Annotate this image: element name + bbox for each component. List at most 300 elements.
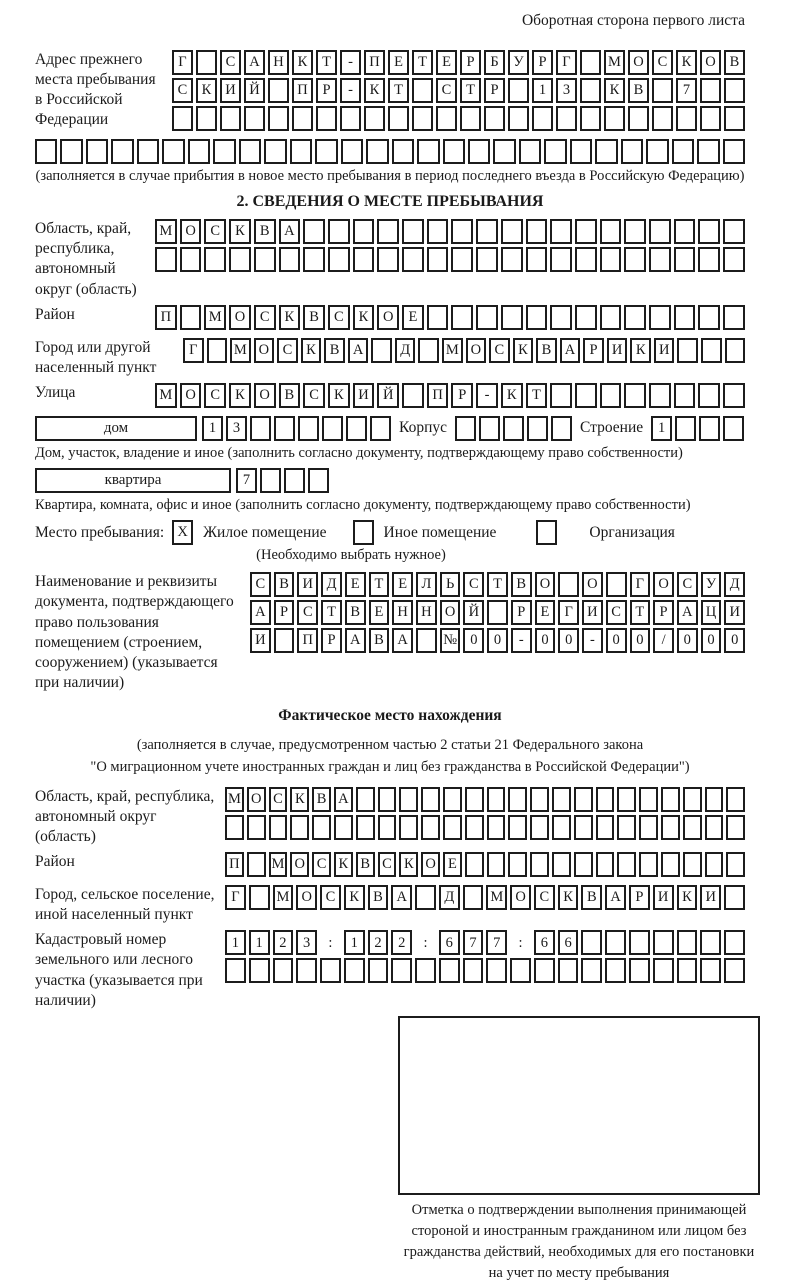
char-cell-empty <box>550 383 572 408</box>
char-cell-filled: К <box>513 338 534 363</box>
char-cell-empty <box>526 219 548 244</box>
char-cell-filled: П <box>155 305 177 330</box>
char-cell-filled: С <box>172 78 193 103</box>
char-cell-filled: 1 <box>249 930 270 955</box>
actual-location-title: Фактическое место нахождения <box>278 707 502 725</box>
char-row <box>155 383 745 408</box>
house-line <box>35 416 745 441</box>
char-cell-empty <box>399 787 418 812</box>
char-cell-empty <box>260 468 281 493</box>
char-cell-empty <box>653 930 674 955</box>
char-cell-empty <box>649 305 671 330</box>
char-cell-empty <box>353 219 375 244</box>
char-cell-filled: И <box>297 572 318 597</box>
char-cell-empty <box>378 787 397 812</box>
char-cell-filled: К <box>290 787 309 812</box>
char-cell-filled: Е <box>345 572 366 597</box>
char-cell-filled: С <box>378 852 397 877</box>
char-row <box>155 305 745 330</box>
char-cell-empty <box>264 139 286 164</box>
char-cell-filled: О <box>653 572 674 597</box>
char-row <box>250 572 745 597</box>
char-cell-filled: И <box>353 383 375 408</box>
char-cell-filled: В <box>368 885 389 910</box>
char-cell-empty <box>250 416 271 441</box>
previous-address-field <box>35 50 745 134</box>
char-cell-filled: А <box>348 338 369 363</box>
char-cell-empty <box>247 852 266 877</box>
char-cell-filled: А <box>391 885 412 910</box>
char-cell-empty <box>204 247 226 272</box>
char-cell-filled: Р <box>511 600 532 625</box>
char-cell-filled: 0 <box>606 628 627 653</box>
char-cell-filled: В <box>312 787 331 812</box>
char-cell-empty <box>391 958 412 983</box>
char-cell-filled: В <box>274 572 295 597</box>
char-cell-empty <box>303 247 325 272</box>
char-cell-empty <box>574 852 593 877</box>
char-cell-empty <box>476 247 498 272</box>
char-cell-empty <box>402 219 424 244</box>
right-document-field <box>35 572 745 693</box>
char-cell-empty <box>60 139 82 164</box>
char-cell-empty <box>308 468 329 493</box>
char-cell-filled: Р <box>316 78 337 103</box>
char-cell-empty <box>436 106 457 131</box>
char-cell-filled: У <box>701 572 722 597</box>
char-cell-empty <box>544 139 566 164</box>
char-cell-filled: И <box>724 600 745 625</box>
char-cell-empty <box>700 930 721 955</box>
char-cell-filled: - <box>340 78 361 103</box>
char-cell-empty <box>649 383 671 408</box>
char-cell-filled: С <box>312 852 331 877</box>
char-cell-empty <box>724 930 745 955</box>
korpus-label: Корпус <box>399 419 447 437</box>
char-cell-empty <box>580 106 601 131</box>
char-cell-empty <box>487 852 506 877</box>
char-cell-empty <box>493 139 515 164</box>
char-cell-empty <box>268 78 289 103</box>
house-note: Дом, участок, владение и иное (заполнить согласно документу, подтверждающему право собственности) <box>35 444 683 461</box>
char-cell-filled: - <box>511 628 532 653</box>
sheet-side-note: Оборотная сторона первого листа <box>521 12 745 29</box>
char-cell-empty <box>328 219 350 244</box>
right-document-label: Наименование и реквизиты документа, подтверждающего право пользования помещением (строением, сооружением) (указывается при наличии) <box>35 573 234 691</box>
char-cell-empty <box>370 416 391 441</box>
char-cell-empty <box>111 139 133 164</box>
char-cell-empty <box>674 247 696 272</box>
char-cell-filled: 3 <box>296 930 317 955</box>
char-cell-filled: Г <box>558 600 579 625</box>
char-cell-empty <box>551 416 572 441</box>
char-cell-filled: К <box>558 885 579 910</box>
char-cell-empty <box>624 219 646 244</box>
char-cell-filled: Р <box>460 50 481 75</box>
previous-address-rows <box>172 50 745 134</box>
char-cell-filled: К <box>229 219 251 244</box>
char-cell-filled: - <box>582 628 603 653</box>
char-cell-filled: К <box>399 852 418 877</box>
city-field <box>35 338 745 378</box>
char-cell-filled: Р <box>274 600 295 625</box>
char-cell-empty <box>652 78 673 103</box>
char-cell-empty <box>675 416 696 441</box>
char-cell-empty <box>155 247 177 272</box>
char-cell-filled: В <box>324 338 345 363</box>
stroenie-label: Строение <box>580 419 644 437</box>
char-cell-filled: 0 <box>535 628 556 653</box>
char-cell-filled: В <box>356 852 375 877</box>
char-cell-filled: И <box>250 628 271 653</box>
char-cell-empty <box>550 247 572 272</box>
char-cell-filled: О <box>296 885 317 910</box>
char-row <box>225 958 745 983</box>
char-cell-empty <box>705 852 724 877</box>
actual-district-label: Район <box>35 852 75 870</box>
char-cell-filled: А <box>345 628 366 653</box>
char-cell-empty <box>624 383 646 408</box>
char-cell-empty <box>284 468 305 493</box>
char-cell-empty <box>427 305 449 330</box>
char-cell-filled: С <box>269 787 288 812</box>
char-cell-filled: Т <box>388 78 409 103</box>
char-cell-empty <box>700 958 721 983</box>
char-cell-filled: М <box>204 305 226 330</box>
region-label: Область, край, республика, автономный округ (область) <box>35 220 137 298</box>
char-cell-filled: 1 <box>344 930 365 955</box>
char-cell-empty <box>341 139 363 164</box>
char-cell-filled: С <box>254 305 276 330</box>
char-cell-empty <box>724 106 745 131</box>
char-cell-filled: 7 <box>486 930 507 955</box>
apartment-line <box>35 468 745 493</box>
char-cell-filled: С <box>328 305 350 330</box>
char-cell-filled: С <box>250 572 271 597</box>
char-cell-filled: Т <box>316 50 337 75</box>
char-cell-filled: 7 <box>676 78 697 103</box>
char-cell-empty <box>303 219 325 244</box>
char-cell-empty <box>649 219 671 244</box>
char-cell-filled: Г <box>225 885 246 910</box>
char-cell-filled: М <box>442 338 463 363</box>
char-cell-filled: К <box>630 338 651 363</box>
char-cell-empty <box>705 787 724 812</box>
stay-type-note: (Необходимо выбрать нужное) <box>256 547 446 564</box>
char-cell-empty <box>268 106 289 131</box>
char-cell-filled: И <box>700 885 721 910</box>
char-cell-empty <box>639 787 658 812</box>
char-cell-empty <box>86 139 108 164</box>
char-cell-filled: 0 <box>724 628 745 653</box>
section2-title: 2. СВЕДЕНИЯ О МЕСТЕ ПРЕБЫВАНИЯ <box>236 193 544 211</box>
char-cell-filled: В <box>254 219 276 244</box>
char-cell-empty <box>296 958 317 983</box>
char-cell-filled: К <box>292 50 313 75</box>
char-cell-filled: А <box>677 600 698 625</box>
char-cell-empty <box>683 852 702 877</box>
char-row <box>172 50 745 75</box>
char-cell-empty <box>196 106 217 131</box>
char-cell-empty <box>451 305 473 330</box>
char-cell-filled: Ь <box>440 572 461 597</box>
char-row <box>225 852 745 877</box>
char-cell-empty <box>292 106 313 131</box>
char-row <box>172 78 745 103</box>
char-cell-empty <box>700 106 721 131</box>
char-cell-filled: Н <box>392 600 413 625</box>
char-row <box>225 930 745 955</box>
char-cell-empty <box>530 787 549 812</box>
char-cell-filled: И <box>220 78 241 103</box>
char-cell-filled: Л <box>416 572 437 597</box>
char-cell-filled: К <box>229 383 251 408</box>
char-cell-empty <box>705 815 724 840</box>
char-cell-empty <box>550 305 572 330</box>
char-cell-empty <box>600 305 622 330</box>
char-cell-empty <box>356 815 375 840</box>
char-cell-empty <box>162 139 184 164</box>
char-cell-empty <box>617 787 636 812</box>
actual-region-field <box>35 787 745 847</box>
street-label: Улица <box>35 383 76 401</box>
char-cell-empty <box>698 247 720 272</box>
char-cell-filled: П <box>364 50 385 75</box>
char-cell-filled: К <box>328 383 350 408</box>
char-cell-empty <box>312 815 331 840</box>
char-cell-filled: Д <box>724 572 745 597</box>
char-cell-filled: 0 <box>558 628 579 653</box>
char-cell-filled: М <box>230 338 251 363</box>
char-cell-empty <box>628 106 649 131</box>
char-cell-empty <box>508 852 527 877</box>
char-cell-filled: Т <box>526 383 548 408</box>
char-cell-filled: 1 <box>225 930 246 955</box>
char-cell-filled: Г <box>630 572 651 597</box>
char-cell-empty <box>402 247 424 272</box>
char-cell-filled: П <box>427 383 449 408</box>
char-cell-empty <box>443 139 465 164</box>
char-cell-empty <box>580 78 601 103</box>
char-cell-filled: О <box>700 50 721 75</box>
char-cell-filled: К <box>353 305 375 330</box>
district-field <box>35 305 745 333</box>
char-cell-empty <box>674 383 696 408</box>
char-cell-empty <box>552 852 571 877</box>
char-cell-filled: В <box>581 885 602 910</box>
char-cell-empty <box>322 416 343 441</box>
char-cell-filled: В <box>628 78 649 103</box>
char-cell-filled: С <box>303 383 325 408</box>
char-cell-filled: К <box>279 305 301 330</box>
street-field <box>35 383 745 411</box>
char-cell-empty <box>416 628 437 653</box>
char-cell-filled: Е <box>436 50 457 75</box>
char-cell-filled: О <box>180 219 202 244</box>
char-cell-filled: 6 <box>558 930 579 955</box>
char-cell-empty <box>421 787 440 812</box>
char-cell-filled: М <box>269 852 288 877</box>
apartment-type-box: квартира <box>35 468 231 493</box>
char-cell-empty <box>377 247 399 272</box>
char-cell-filled: 3 <box>556 78 577 103</box>
char-cell-filled: С <box>204 383 226 408</box>
char-cell-filled: О <box>180 383 202 408</box>
char-cell-filled: С <box>277 338 298 363</box>
char-cell-empty <box>700 78 721 103</box>
char-cell-empty <box>596 815 615 840</box>
char-cell-filled: Й <box>377 383 399 408</box>
char-cell-empty <box>378 815 397 840</box>
char-cell-filled: С <box>677 572 698 597</box>
char-cell-filled: В <box>536 338 557 363</box>
char-cell-filled: 0 <box>487 628 508 653</box>
char-cell-filled: С <box>606 600 627 625</box>
char-cell-empty <box>35 139 57 164</box>
char-cell-empty <box>340 106 361 131</box>
char-cell-filled: Й <box>244 78 265 103</box>
char-cell-filled: А <box>250 600 271 625</box>
char-cell-empty <box>530 852 549 877</box>
char-cell-empty <box>556 106 577 131</box>
char-cell-empty <box>674 219 696 244</box>
char-cell-empty <box>508 78 529 103</box>
char-cell-filled: С <box>489 338 510 363</box>
char-cell-empty <box>725 338 746 363</box>
stay-type-option-other-premises: Иное помещение <box>383 523 497 541</box>
char-cell-empty <box>606 572 627 597</box>
char-cell-empty <box>180 305 202 330</box>
char-cell-empty <box>476 305 498 330</box>
char-cell-filled: С <box>534 885 555 910</box>
char-cell-filled: Д <box>321 572 342 597</box>
char-cell-empty <box>595 139 617 164</box>
char-cell-empty <box>677 930 698 955</box>
char-cell-empty <box>698 383 720 408</box>
char-cell-filled: О <box>254 338 275 363</box>
char-cell-empty <box>605 930 626 955</box>
char-cell-empty <box>501 219 523 244</box>
char-cell-filled: С <box>652 50 673 75</box>
stay-type-line <box>35 520 745 545</box>
char-cell-empty <box>346 416 367 441</box>
char-cell-empty <box>677 958 698 983</box>
char-cell-empty <box>468 139 490 164</box>
char-cell-filled: 0 <box>463 628 484 653</box>
char-cell-empty <box>368 958 389 983</box>
char-cell-empty <box>726 787 745 812</box>
char-cell-filled: О <box>229 305 251 330</box>
char-cell-filled: 0 <box>630 628 651 653</box>
char-cell-empty <box>274 628 295 653</box>
char-cell-empty <box>465 815 484 840</box>
char-cell-empty <box>604 106 625 131</box>
char-cell-empty <box>180 247 202 272</box>
char-cell-empty <box>621 139 643 164</box>
char-row <box>250 600 745 625</box>
char-cell-filled: К <box>676 50 697 75</box>
char-cell-filled: П <box>225 852 244 877</box>
char-cell-empty <box>225 958 246 983</box>
char-cell-empty <box>377 219 399 244</box>
char-cell-filled: И <box>607 338 628 363</box>
char-cell-empty <box>550 219 572 244</box>
char-cell-empty <box>463 958 484 983</box>
char-cell-empty <box>188 139 210 164</box>
char-cell-empty <box>247 815 266 840</box>
char-cell-filled: 6 <box>534 930 555 955</box>
char-cell-filled: 6 <box>439 930 460 955</box>
char-cell-filled: В <box>511 572 532 597</box>
char-cell-empty <box>501 247 523 272</box>
char-cell-empty <box>290 139 312 164</box>
char-cell-empty <box>661 787 680 812</box>
char-cell-empty <box>723 139 745 164</box>
char-cell-filled: С <box>297 600 318 625</box>
char-cell-empty <box>476 219 498 244</box>
char-cell-empty <box>629 958 650 983</box>
char-cell-empty <box>371 338 392 363</box>
char-cell-empty <box>460 106 481 131</box>
char-cell-empty <box>225 815 244 840</box>
char-cell-filled: С <box>220 50 241 75</box>
char-cell-empty <box>629 930 650 955</box>
previous-address-note: (заполняется в случае прибытия в новое место пребывания в период последнего въезда в Российскую Федерацию) <box>35 168 745 184</box>
char-cell-empty <box>487 815 506 840</box>
char-cell-filled: П <box>297 628 318 653</box>
char-cell-empty <box>676 106 697 131</box>
char-cell-empty <box>508 106 529 131</box>
char-cell-empty <box>581 930 602 955</box>
char-cell-empty <box>249 885 270 910</box>
char-cell-empty <box>455 416 476 441</box>
char-cell-empty <box>600 219 622 244</box>
char-cell-filled: Р <box>532 50 553 75</box>
char-cell-empty <box>617 852 636 877</box>
char-cell-filled: Е <box>443 852 462 877</box>
char-cell-empty <box>558 958 579 983</box>
char-cell-filled: № <box>440 628 461 653</box>
char-cell-empty <box>672 139 694 164</box>
char-cell-empty <box>639 815 658 840</box>
char-row <box>651 416 744 441</box>
region-field <box>35 219 745 300</box>
char-cell-filled: Б <box>484 50 505 75</box>
apartment-note: Квартира, комната, офис и иное (заполнить согласно документу, подтверждающему право собственности) <box>35 497 691 514</box>
char-cell-empty <box>501 305 523 330</box>
char-cell-empty <box>683 815 702 840</box>
char-cell-empty <box>254 247 276 272</box>
char-cell-empty <box>508 787 527 812</box>
char-cell-empty <box>503 416 524 441</box>
char-cell-empty <box>463 885 484 910</box>
char-cell-empty <box>575 247 597 272</box>
char-cell-filled: А <box>279 219 301 244</box>
char-cell-empty <box>213 139 235 164</box>
char-cell-filled: Р <box>629 885 650 910</box>
char-cell-empty <box>451 219 473 244</box>
char-cell-empty <box>279 247 301 272</box>
char-cell-empty <box>249 958 270 983</box>
char-cell-filled: О <box>254 383 276 408</box>
char-cell-empty <box>575 219 597 244</box>
char-cell-empty <box>244 106 265 131</box>
char-cell-empty <box>427 247 449 272</box>
char-cell-filled: М <box>155 219 177 244</box>
char-cell-filled: Й <box>463 600 484 625</box>
char-cell-empty <box>617 815 636 840</box>
char-cell-empty <box>508 815 527 840</box>
